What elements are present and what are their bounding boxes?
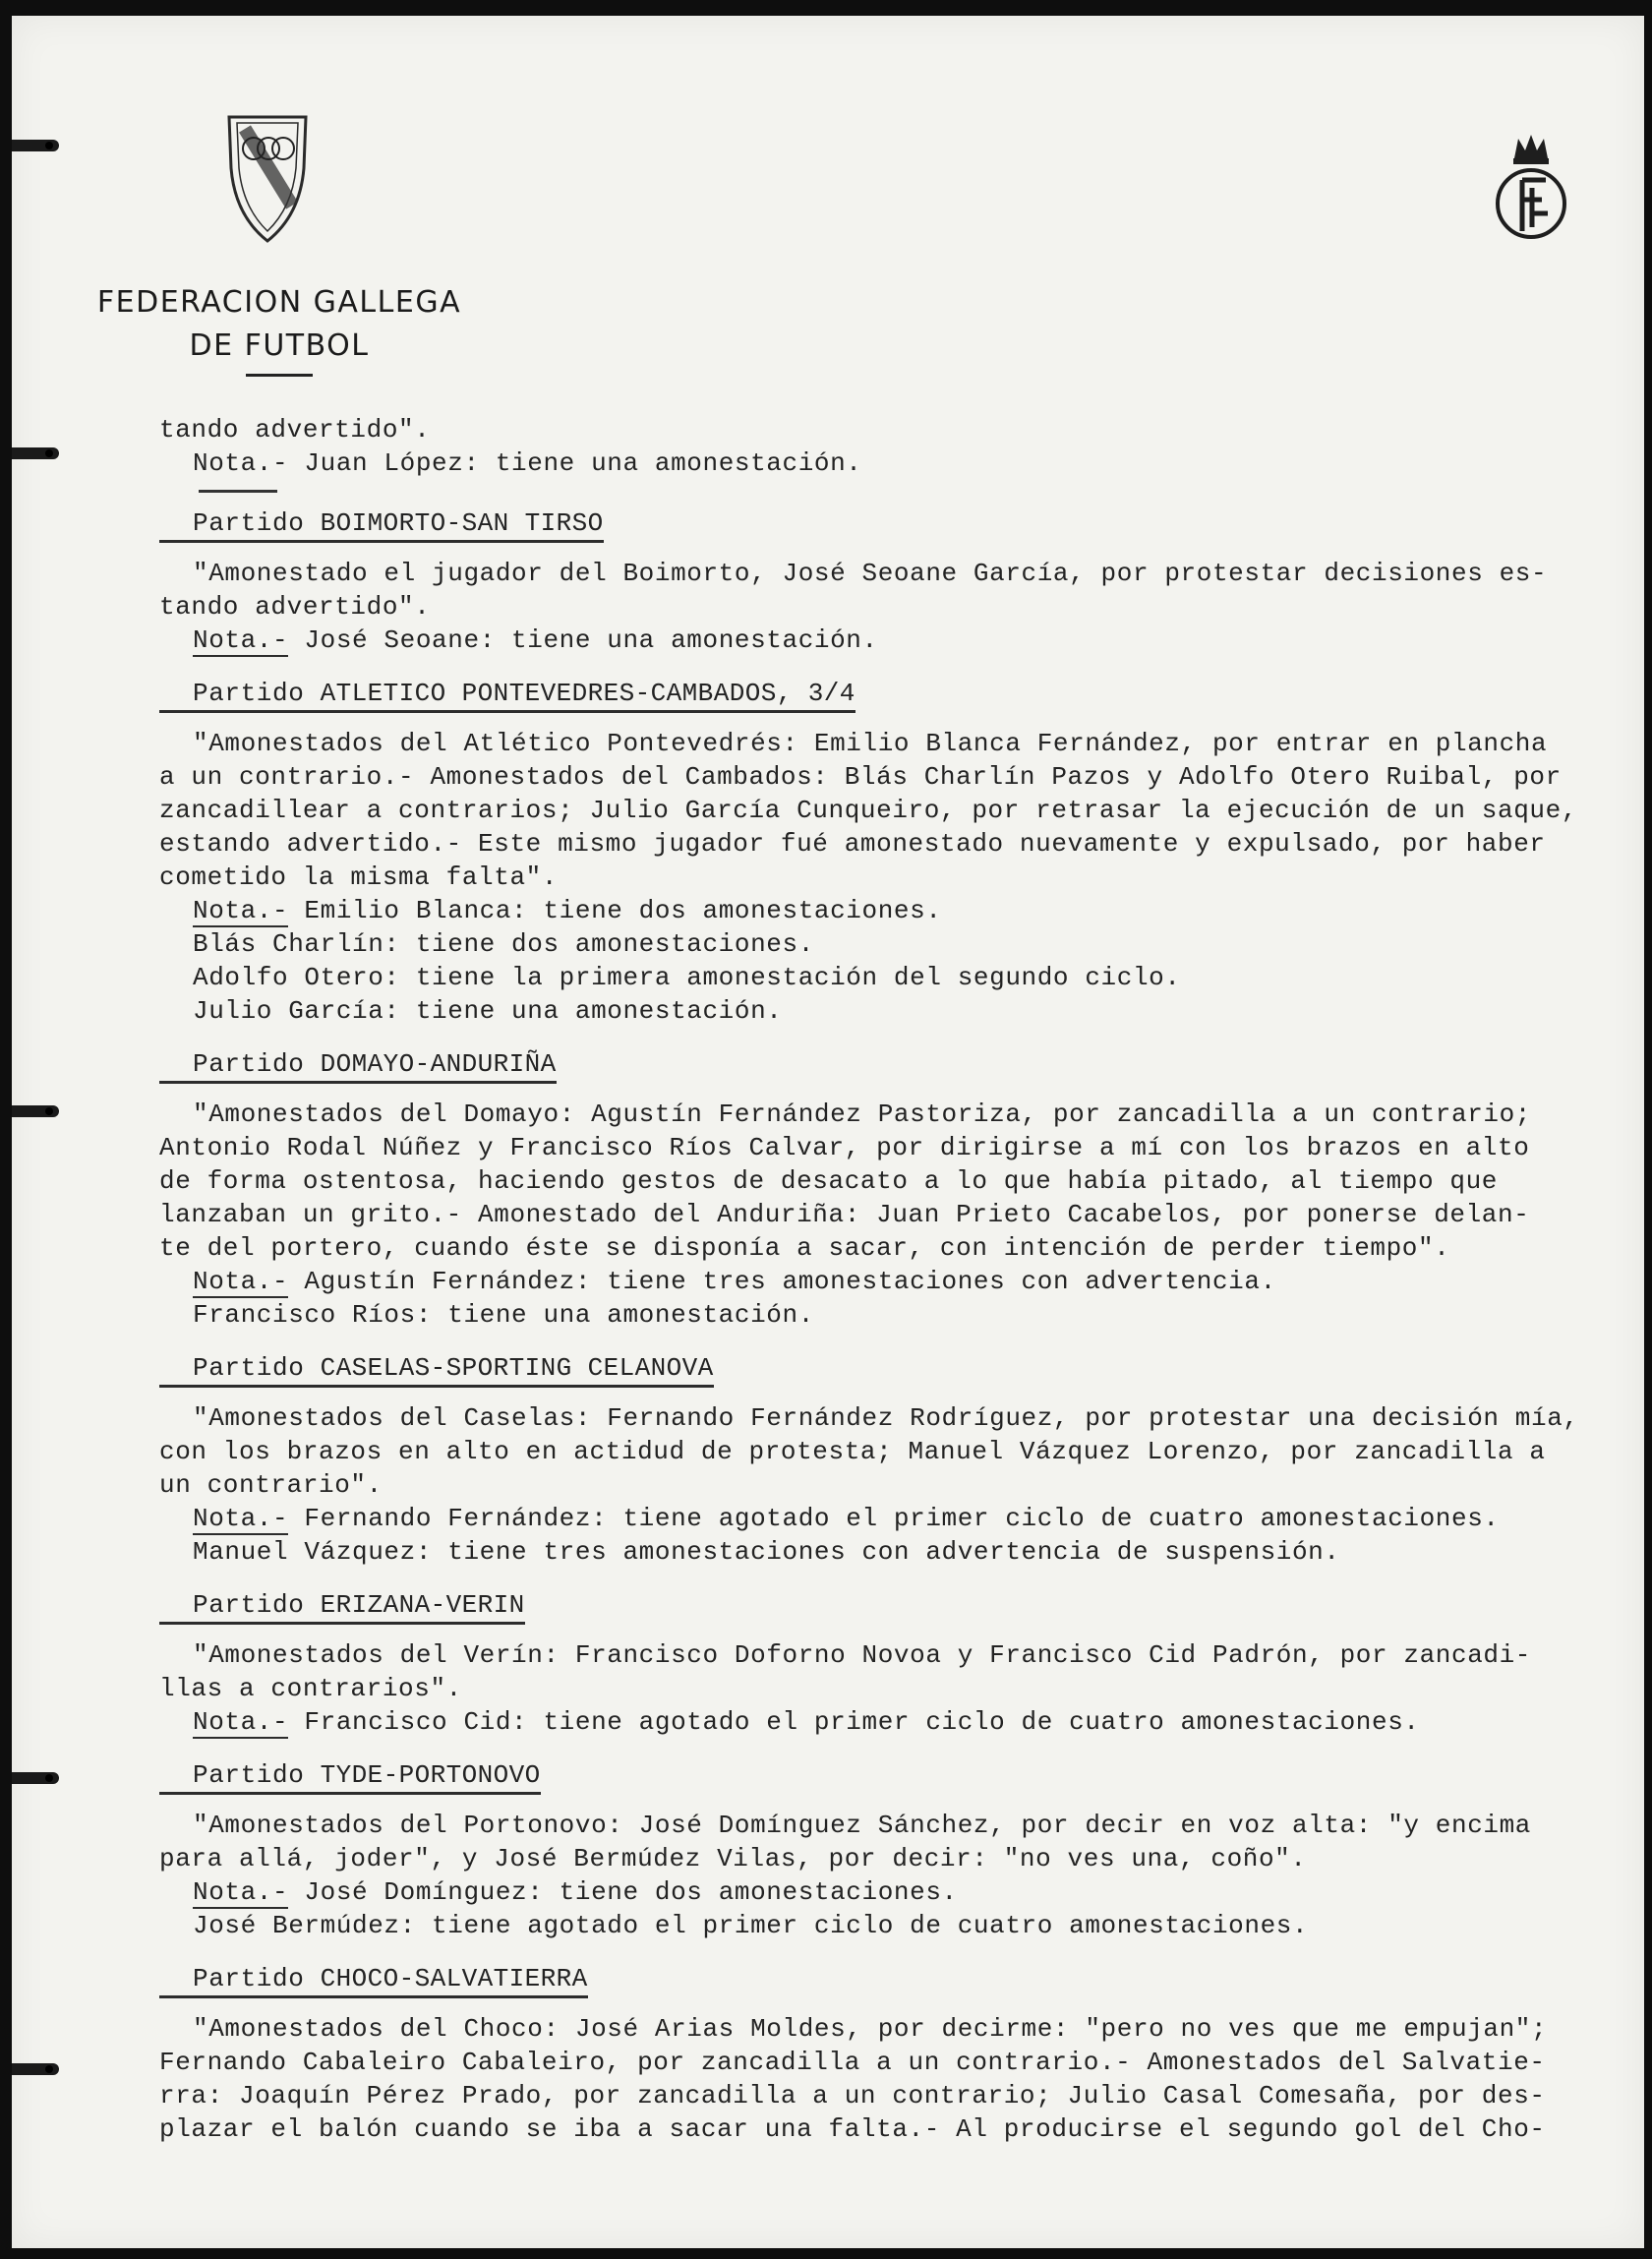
note-text: Francisco Cid: tiene agotado el primer ciclo de cuatro amonestaciones. — [304, 1707, 1420, 1737]
match-report — [159, 1351, 1605, 1588]
note-text: Emilio Blanca: tiene dos amonestaciones. — [304, 896, 942, 925]
match-heading-teams: BOIMORTO-SAN TIRSO — [320, 508, 604, 538]
match-heading-label: Partido — [193, 1964, 305, 1993]
report-body-line: con los brazos en alto en actidud de protesta; Manuel Vázquez Lorenzo, por zancadilla a — [159, 1437, 1546, 1466]
note-label: Nota.- — [193, 896, 289, 925]
separator-rule — [199, 490, 277, 493]
note-line — [159, 1265, 1605, 1298]
note-text: Francisco Ríos: tiene una amonestación. — [193, 1300, 814, 1330]
note-line — [159, 994, 1605, 1028]
letterhead-rule — [246, 374, 313, 377]
document-body — [159, 413, 1605, 2166]
note-label: Nota.- — [193, 625, 289, 655]
document-page — [12, 16, 1644, 2248]
note-label: Nota.- — [193, 448, 289, 478]
match-report — [159, 1588, 1605, 1758]
report-body-line: Antonio Rodal Núñez y Francisco Ríos Calvar, por dirigirse a mí con los brazos en alto — [159, 1133, 1530, 1162]
punch-hole — [12, 140, 59, 151]
letterhead-line-1: FEDERACION GALLEGA — [96, 285, 462, 320]
note-text: José Bermúdez: tiene agotado el primer ciclo de cuatro amonestaciones. — [193, 1911, 1309, 1940]
note-text: Adolfo Otero: tiene la primera amonestación del segundo ciclo. — [193, 963, 1181, 992]
report-body-line: "Amonestado el jugador del Boimorto, José Seoane García, por protestar decisiones es- — [193, 559, 1548, 588]
report-body-line: un contrario". — [159, 1470, 383, 1500]
match-heading-label: Partido — [193, 508, 305, 538]
note-line — [159, 1909, 1605, 1942]
punch-hole — [12, 447, 59, 459]
note-text: Fernando Fernández: tiene agotado el primer ciclo de cuatro amonestaciones. — [304, 1504, 1500, 1533]
note-text: José Domínguez: tiene dos amonestaciones. — [304, 1877, 958, 1907]
match-heading — [159, 1353, 714, 1388]
report-body-line: llas a contrarios". — [159, 1674, 462, 1703]
report-body-line: "Amonestados del Choco: José Arias Moldes, por decirme: "pero no ves que me empujan"; — [193, 2014, 1548, 2044]
report-body-line: cometido la misma falta". — [159, 862, 559, 892]
note-line — [159, 1535, 1605, 1569]
match-report — [159, 506, 1605, 677]
report-sections — [159, 506, 1605, 2166]
match-heading-teams: ATLETICO PONTEVEDRES-CAMBADOS, 3/4 — [320, 679, 856, 708]
intro-line: tando advertido". — [159, 415, 431, 445]
note-text: José Seoane: tiene una amonestación. — [304, 625, 878, 655]
report-body-line: a un contrario.- Amonestados del Cambados: Blás Charlín Pazos y Adolfo Otero Ruibal, por — [159, 762, 1562, 792]
note-line — [159, 1705, 1605, 1739]
report-body-line: para allá, joder", y José Bermúdez Vilas, por decir: "no ves una, coño". — [159, 1844, 1307, 1873]
note-text: Manuel Vázquez: tiene tres amonestaciones con advertencia de suspensión. — [193, 1537, 1340, 1567]
note-line — [159, 1875, 1605, 1909]
punch-hole — [12, 2063, 59, 2075]
note-text: Agustín Fernández: tiene tres amonestaciones con advertencia. — [304, 1267, 1276, 1296]
report-body-line: de forma ostentosa, haciendo gestos de desacato a lo que había pitado, al tiempo que — [159, 1166, 1499, 1196]
note-label: Nota.- — [193, 1707, 289, 1737]
note-text: Blás Charlín: tiene dos amonestaciones. — [193, 929, 814, 959]
report-body-line: zancadillear a contrarios; Julio García Cunqueiro, por retrasar la ejecución de un saque, — [159, 796, 1578, 825]
intro-note — [159, 446, 1605, 480]
crown-emblem-logo — [1487, 129, 1575, 247]
note-line — [159, 927, 1605, 961]
note-text: Julio García: tiene una amonestación. — [193, 996, 783, 1026]
report-body-line: "Amonestados del Verín: Francisco Doforno Novoa y Francisco Cid Padrón, por zancadi- — [193, 1640, 1532, 1670]
punch-hole — [12, 1772, 59, 1784]
match-heading-label: Partido — [193, 1760, 305, 1790]
match-heading — [159, 1964, 588, 1998]
match-heading — [159, 508, 604, 543]
letterhead-line-2: DE FUTBOL — [189, 328, 370, 363]
note-line — [159, 1502, 1605, 1535]
report-body-line: lanzaban un grito.- Amonestado del Anduriña: Juan Prieto Cacabelos, por ponerse delan- — [159, 1200, 1530, 1229]
punch-hole — [12, 1105, 59, 1117]
note-label: Nota.- — [193, 1877, 289, 1907]
note-line — [159, 894, 1605, 927]
report-body-line: tando advertido". — [159, 592, 431, 622]
match-heading — [159, 1049, 557, 1084]
report-body-line: "Amonestados del Caselas: Fernando Fernández Rodríguez, por protestar una decisión mía, — [193, 1403, 1579, 1433]
match-report — [159, 1962, 1605, 2166]
match-heading-label: Partido — [193, 1049, 305, 1079]
note-line — [159, 961, 1605, 994]
match-heading-label: Partido — [193, 1353, 305, 1383]
note-line — [159, 624, 1605, 657]
match-heading-teams: DOMAYO-ANDURIÑA — [320, 1049, 557, 1079]
match-report — [159, 677, 1605, 1047]
report-body-line: Fernando Cabaleiro Cabaleiro, por zancadilla a un contrario.- Amonestados del Salvatie- — [159, 2048, 1546, 2077]
note-label: Nota.- — [193, 1267, 289, 1296]
federation-shield-logo — [223, 109, 312, 247]
report-body-line: "Amonestados del Portonovo: José Domínguez Sánchez, por decir en voz alta: "y encima — [193, 1811, 1532, 1840]
match-heading-teams: TYDE-PORTONOVO — [320, 1760, 541, 1790]
match-report — [159, 1758, 1605, 1962]
match-report — [159, 1047, 1605, 1351]
match-heading — [159, 1590, 525, 1625]
match-heading-teams: CHOCO-SALVATIERRA — [320, 1964, 588, 1993]
note-text: Juan López: tiene una amonestación. — [304, 448, 862, 478]
match-heading-label: Partido — [193, 679, 305, 708]
report-body-line: te del portero, cuando éste se disponía a sacar, con intención de perder tiempo". — [159, 1233, 1450, 1263]
report-body-line: "Amonestados del Domayo: Agustín Fernández Pastoriza, por zancadilla a un contrario; — [193, 1100, 1532, 1129]
note-label: Nota.- — [193, 1504, 289, 1533]
report-body-line: estando advertido.- Este mismo jugador fué amonestado nuevamente y expulsado, por haber — [159, 829, 1546, 859]
match-heading — [159, 1760, 541, 1795]
match-heading-teams: ERIZANA-VERIN — [320, 1590, 525, 1620]
report-body-line: rra: Joaquín Pérez Prado, por zancadilla a un contrario; Julio Casal Comesaña, por des- — [159, 2081, 1546, 2110]
report-body-line: plazar el balón cuando se iba a sacar una falta.- Al producirse el segundo gol del Cho- — [159, 2114, 1546, 2144]
letterhead — [73, 281, 486, 377]
match-heading-teams: CASELAS-SPORTING CELANOVA — [320, 1353, 714, 1383]
match-heading-label: Partido — [193, 1590, 305, 1620]
match-heading — [159, 679, 856, 713]
report-body-line: "Amonestados del Atlético Pontevedrés: Emilio Blanca Fernández, por entrar en plancha — [193, 729, 1548, 758]
note-line — [159, 1298, 1605, 1332]
